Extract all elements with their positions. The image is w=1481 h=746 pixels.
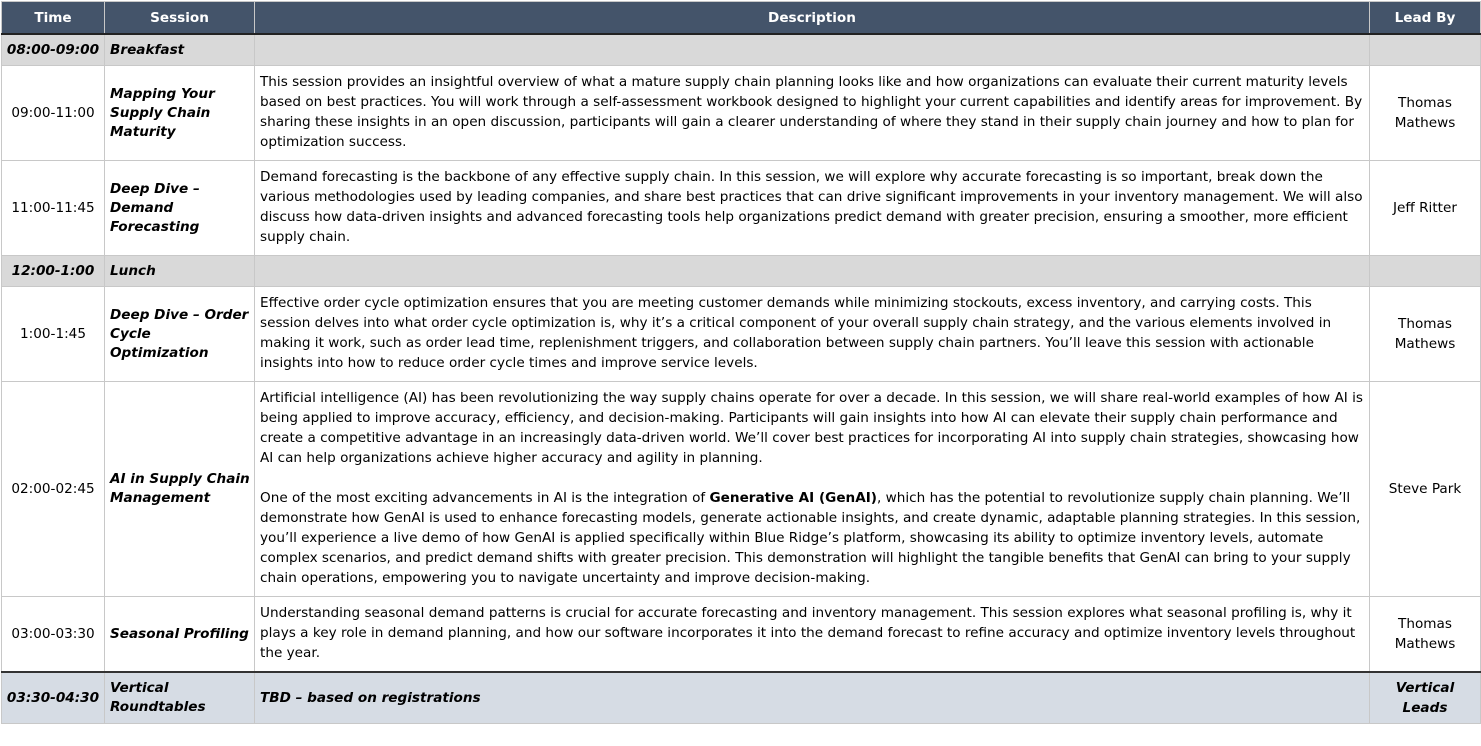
description-cell xyxy=(255,597,1370,673)
table-row xyxy=(2,256,1481,287)
table-body xyxy=(2,34,1481,724)
time-cell: 11:00-11:45 xyxy=(2,161,105,256)
table-row xyxy=(2,672,1481,724)
description-text: Effective order cycle optimization ensures that you are meeting customer demands while minimizing stockouts, excess inventory, and carrying costs. This session delves into what order cycle optimization is, why it’s a critical component of your overall supply chain strategy, and the various elements involved in making it work, such as order lead time, replenishment triggers, and collaboration between supply chain partners. You’ll leave this session with actionable insights into how to reduce order cycle times and improve service levels. xyxy=(260,295,1332,371)
table-row xyxy=(2,66,1481,161)
header-session: Session xyxy=(105,2,255,35)
lead-cell: Thomas Mathews xyxy=(1370,66,1481,161)
genai-bold-term: Generative AI (GenAI) xyxy=(709,490,878,506)
description-cell xyxy=(255,256,1370,287)
agenda-table xyxy=(1,1,1481,724)
time-cell: 03:30-04:30 xyxy=(2,672,105,724)
table-header xyxy=(2,2,1481,35)
header-lead: Lead By xyxy=(1370,2,1481,35)
session-cell: Seasonal Profiling xyxy=(105,597,255,673)
description-cell xyxy=(255,287,1370,382)
description-cell xyxy=(255,34,1370,66)
lead-cell: Thomas Mathews xyxy=(1370,287,1481,382)
table-row xyxy=(2,34,1481,66)
lead-cell: Thomas Mathews xyxy=(1370,597,1481,673)
header-time: Time xyxy=(2,2,105,35)
session-cell: AI in Supply Chain Management xyxy=(105,382,255,597)
description-cell: TBD – based on registrations xyxy=(255,672,1370,724)
lead-cell xyxy=(1370,34,1481,66)
lead-cell: Vertical Leads xyxy=(1370,672,1481,724)
description-text-genai xyxy=(260,488,1364,588)
description-text: Understanding seasonal demand patterns is crucial for accurate forecasting and inventory management. This session explores what seasonal profiling is, why it plays a key role in demand planning, and how our software incorporates it into the demand forecast to refine accuracy and optimize inventory levels throughout the year. xyxy=(260,605,1356,661)
time-cell: 12:00-1:00 xyxy=(2,256,105,287)
session-cell: Deep Dive – Order Cycle Optimization xyxy=(105,287,255,382)
session-cell: Breakfast xyxy=(105,34,255,66)
time-cell: 1:00-1:45 xyxy=(2,287,105,382)
lead-cell: Steve Park xyxy=(1370,382,1481,597)
time-cell: 09:00-11:00 xyxy=(2,66,105,161)
session-cell: Lunch xyxy=(105,256,255,287)
table-row xyxy=(2,597,1481,673)
time-cell: 02:00-02:45 xyxy=(2,382,105,597)
time-cell: 03:00-03:30 xyxy=(2,597,105,673)
table-row xyxy=(2,287,1481,382)
description-text: Artificial intelligence (AI) has been revolutionizing the way supply chains operate for over a decade. In this session, we will share real-world examples of how AI is being applied to improve accuracy, efficiency, and decision-making. Participants will gain insights into how AI can elevate their supply chain performance and create a competitive advantage in an increasingly data-driven world. We’ll cover best practices for incorporating AI into supply chain strategies, showcasing how AI can help organizations achieve higher accuracy and agility in planning. xyxy=(260,390,1363,466)
session-cell: Vertical Roundtables xyxy=(105,672,255,724)
session-cell: Deep Dive – Demand Forecasting xyxy=(105,161,255,256)
description-cell xyxy=(255,66,1370,161)
session-cell: Mapping Your Supply Chain Maturity xyxy=(105,66,255,161)
genai-text-post: , which has the potential to revolutionize supply chain planning. We’ll demonstrate how GenAI is used to enhance forecasting models, generate actionable insights, and create dynamic, adaptable planning strategies. In this session, you’ll experience a live demo of how GenAI is applied specifically within Blue Ridge’s platform, showcasing its ability to optimize inventory levels, automate complex scenarios, and predict demand shifts with greater precision. This demonstration will highlight the tangible benefits that GenAI can bring to your supply chain operations, empowering you to navigate uncertainty and improve decision-making. xyxy=(260,490,1361,586)
header-description: Description xyxy=(255,2,1370,35)
lead-cell xyxy=(1370,256,1481,287)
description-cell xyxy=(255,161,1370,256)
lead-cell: Jeff Ritter xyxy=(1370,161,1481,256)
table-row xyxy=(2,161,1481,256)
description-text: This session provides an insightful overview of what a mature supply chain planning looks like and how organizations can evaluate their current maturity levels based on best practices. You will work through a self-assessment workbook designed to highlight your current capabilities and identify areas for improvement. By sharing these insights in an open discussion, participants will gain a clearer understanding of where they stand in their supply chain journey and how to plan for optimization success. xyxy=(260,74,1363,150)
table-row xyxy=(2,382,1481,597)
header-row xyxy=(2,2,1481,35)
description-cell xyxy=(255,382,1370,597)
genai-text-pre: One of the most exciting advancements in AI is the integration of xyxy=(260,490,710,506)
description-text: Demand forecasting is the backbone of any effective supply chain. In this session, we will explore why accurate forecasting is so important, break down the various methodologies used by leading companies, and share best practices that can drive significant improvements in your inventory management. We will also discuss how data-driven insights and advanced forecasting tools help organizations predict demand with greater precision, ensuring a smoother, more efficient supply chain. xyxy=(260,169,1363,245)
time-cell: 08:00-09:00 xyxy=(2,34,105,66)
